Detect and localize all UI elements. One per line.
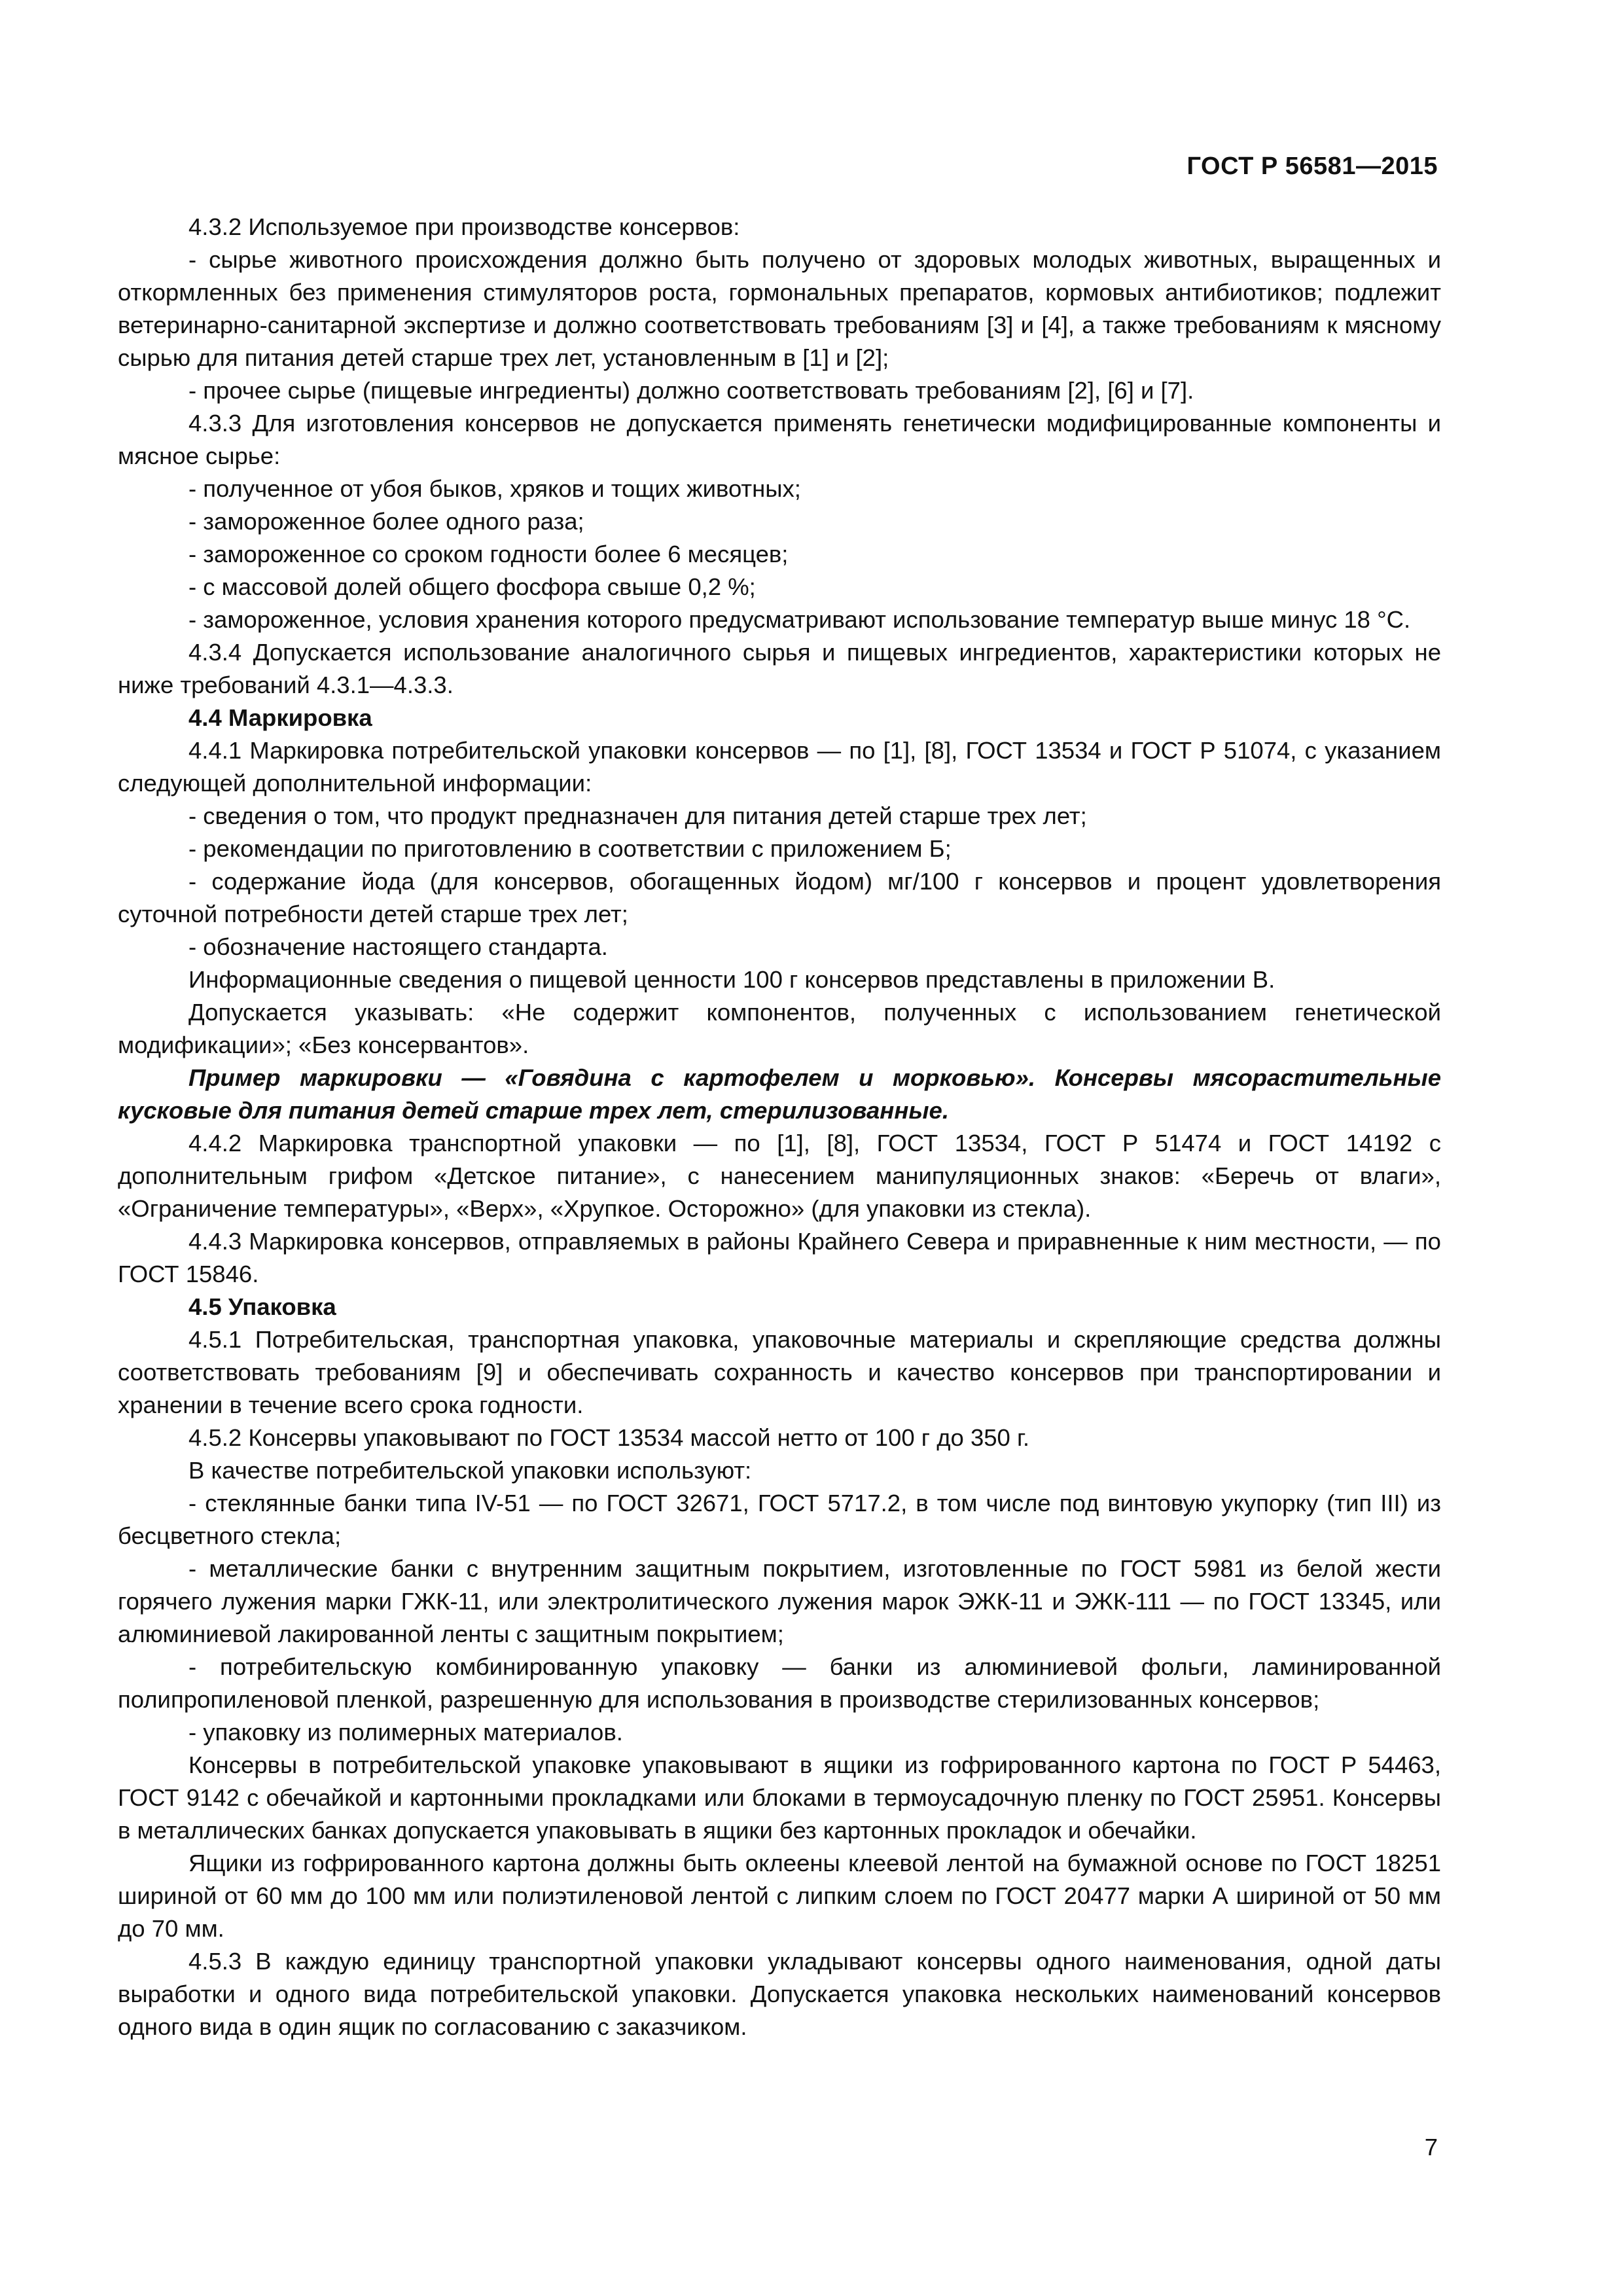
list-item: - замороженное более одного раза; xyxy=(188,508,584,535)
paragraph: 4.5.2 Консервы упаковывают по ГОСТ 13534 массой нетто от 100 г до 350 г. xyxy=(188,1424,1029,1451)
list-item: - замороженное, условия хранения которого предусматривают использование температур выше минус 18 °С. xyxy=(188,606,1411,633)
list-item: - упаковку из полимерных материалов. xyxy=(188,1719,623,1746)
paragraph: Информационные сведения о пищевой ценности 100 г консервов представлены в приложении В. xyxy=(188,966,1275,993)
list-item: - полученное от убоя быков, хряков и тощих животных; xyxy=(188,475,801,502)
list-item: - стеклянные банки типа IV-51 — по ГОСТ 32671, ГОСТ 5717.2, в том числе под винтовую укупорку (тип III) из бесцветного стекла; xyxy=(118,1490,1441,1549)
list-item: - потребительскую комбинированную упаковку — банки из алюминиевой фольги, ламинированной полипропиленовой пленкой, разрешенную для использования в производстве стерилизованных консервов; xyxy=(118,1653,1441,1713)
section-heading: 4.5 Упаковка xyxy=(188,1293,336,1320)
list-item: - металлические банки с внутренним защитным покрытием, изготовленные по ГОСТ 5981 из белой жести горячего лужения марки ГЖК-11, или электролитического лужения марок ЭЖК-11 и ЭЖК-111 — по ГОСТ 13345, или алюминиевой лакированной ленты с защитным покрытием; xyxy=(118,1555,1441,1647)
list-item: - обозначение настоящего стандарта. xyxy=(188,933,608,960)
paragraph: В качестве потребительской упаковки используют: xyxy=(188,1457,752,1484)
paragraph: 4.3.3 Для изготовления консервов не допускается применять генетически модифицированные компоненты и мясное сырье: xyxy=(118,410,1441,469)
list-item: - сведения о том, что продукт предназначен для питания детей старше трех лет; xyxy=(188,802,1087,829)
list-item: - с массовой долей общего фосфора свыше 0,2 %; xyxy=(188,573,756,600)
paragraph: Консервы в потребительской упаковке упаковывают в ящики из гофрированного картона по ГОСТ Р 54463, ГОСТ 9142 с обечайкой и картонными прокладками или блоками в термоусадочную пленку по ГОСТ 25951. Консервы в металлических банках допускается упаковывать в ящики без картонных прокладок и обечайки. xyxy=(118,1751,1441,1844)
paragraph: 4.3.4 Допускается использование аналогичного сырья и пищевых ингредиентов, характеристики которых не ниже требований 4.3.1—4.3.3. xyxy=(118,639,1441,698)
list-item: - прочее сырье (пищевые ингредиенты) должно соответствовать требованиям [2], [6] и [7]. xyxy=(188,377,1194,404)
section-heading: 4.4 Маркировка xyxy=(188,704,372,731)
paragraph: Допускается указывать: «Не содержит компонентов, полученных с использованием генетической модификации»; «Без консервантов». xyxy=(118,999,1441,1058)
paragraph: 4.4.3 Маркировка консервов, отправляемых в районы Крайнего Севера и приравненные к ним местности, — по ГОСТ 15846. xyxy=(118,1228,1441,1287)
list-item: - замороженное со сроком годности более 6 месяцев; xyxy=(188,541,789,567)
document-body xyxy=(118,211,1441,2043)
paragraph: Ящики из гофрированного картона должны быть оклеены клеевой лентой на бумажной основе по ГОСТ 18251 шириной от 60 мм до 100 мм или полиэтиленовой лентой с липким слоем по ГОСТ 20477 марки А шириной от 50 мм до 70 мм. xyxy=(118,1850,1441,1942)
list-item: - содержание йода (для консервов, обогащенных йодом) мг/100 г консервов и процент удовлетворения суточной потребности детей старше трех лет; xyxy=(118,868,1441,927)
paragraph: 4.5.1 Потребительская, транспортная упаковка, упаковочные материалы и скрепляющие средства должны соответствовать требованиям [9] и обеспечивать сохранность и качество консервов при транспортировании и хранении в течение всего срока годности. xyxy=(118,1326,1441,1418)
document-code-header: ГОСТ Р 56581—2015 xyxy=(1186,152,1438,180)
paragraph: 4.4.1 Маркировка потребительской упаковки консервов — по [1], [8], ГОСТ 13534 и ГОСТ Р 51074, с указанием следующей дополнительной информации: xyxy=(118,737,1441,797)
paragraph: 4.5.3 В каждую единицу транспортной упаковки укладывают консервы одного наименования, одной даты выработки и одного вида потребительской упаковки. Допускается упаковка нескольких наименований консервов одного вида в один ящик по согласованию с заказчиком. xyxy=(118,1948,1441,2040)
example-paragraph: Пример маркировки — «Говядина с картофелем и морковью». Консервы мясорастительные кусковые для питания детей старше трех лет, стерилизованные. xyxy=(118,1064,1441,1124)
list-item: - сырье животного происхождения должно быть получено от здоровых молодых животных, выращенных и откормленных без применения стимуляторов роста, гормональных препаратов, кормовых антибиотиков; подлежит ветеринарно-санитарной экспертизе и должно соответствовать требованиям [3] и [4], а также требованиям к мясному сырью для питания детей старше трех лет, установленным в [1] и [2]; xyxy=(118,246,1441,371)
paragraph: 4.4.2 Маркировка транспортной упаковки — по [1], [8], ГОСТ 13534, ГОСТ Р 51474 и ГОСТ 14192 с дополнительным грифом «Детское питание», с нанесением манипуляционных знаков: «Беречь от влаги», «Ограничение температуры», «Верх», «Хрупкое. Осторожно» (для упаковки из стекла). xyxy=(118,1130,1441,1222)
paragraph: 4.3.2 Используемое при производстве консервов: xyxy=(188,213,740,240)
list-item: - рекомендации по приготовлению в соответствии с приложением Б; xyxy=(188,835,952,862)
page-number: 7 xyxy=(1424,2134,1438,2161)
